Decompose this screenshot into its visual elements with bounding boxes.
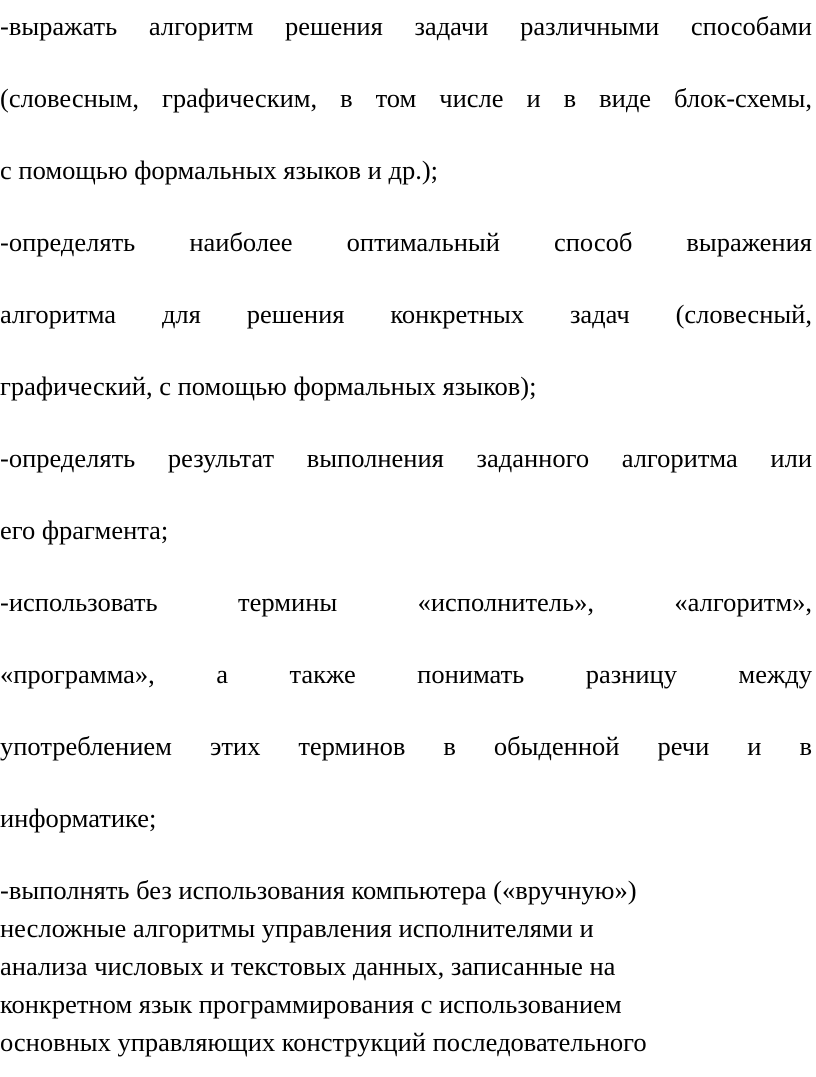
text-line-8: его фрагмента; bbox=[0, 515, 169, 545]
text-line-7: -определять результат выполнения заданного алгоритма или bbox=[0, 443, 812, 473]
text-line-16: конкретном язык программирования с использованием bbox=[0, 989, 622, 1019]
text-line-9: -использовать термины «исполнитель», «алгоритм», bbox=[0, 587, 812, 617]
text-line-5: алгоритма для решения конкретных задач (словесный, bbox=[0, 299, 812, 329]
text-line-15: анализа числовых и текстовых данных, записанные на bbox=[0, 951, 616, 981]
text-line-11: употреблением этих терминов в обыденной речи и в bbox=[0, 731, 812, 761]
text-line-14: несложные алгоритмы управления исполнителями и bbox=[0, 913, 594, 943]
text-line-17: основных управляющих конструкций последовательного bbox=[0, 1027, 647, 1057]
text-line-3: с помощью формальных языков и др.); bbox=[0, 155, 439, 185]
text-line-10: «программа», а также понимать разницу между bbox=[0, 659, 812, 689]
text-line-4: -определять наиболее оптимальный способ выражения bbox=[0, 227, 812, 257]
text-line-6: графический, с помощью формальных языков); bbox=[0, 371, 537, 401]
text-line-13: -выполнять без использования компьютера («вручную») bbox=[0, 875, 637, 905]
text-line-2: (словесным, графическим, в том числе и в виде блок-схемы, bbox=[0, 83, 812, 113]
text-line-12: информатике; bbox=[0, 803, 157, 833]
text-line-1: -выражать алгоритм решения задачи различными способами bbox=[0, 11, 812, 41]
